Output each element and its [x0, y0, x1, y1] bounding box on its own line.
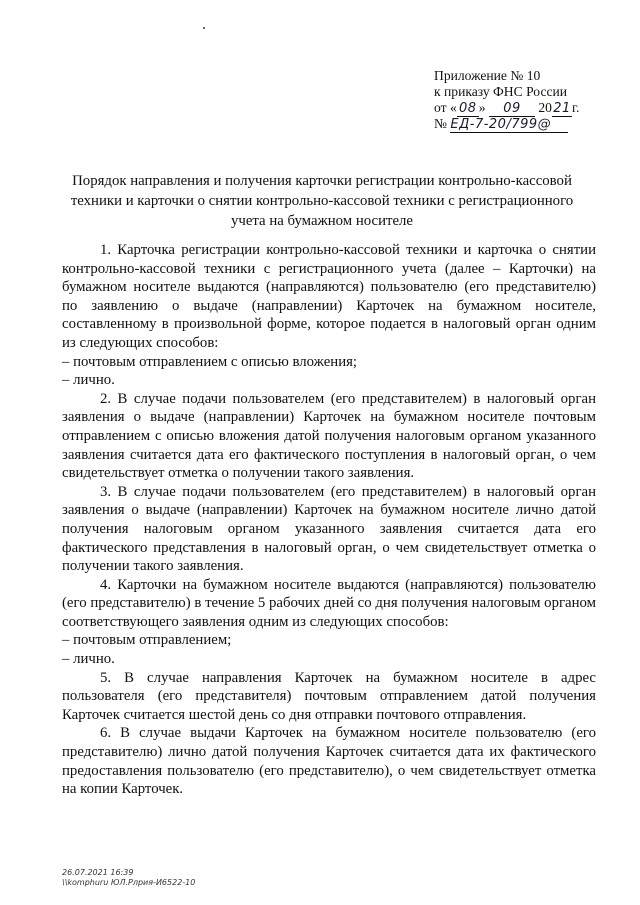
paragraph-3: 3. В случае подачи пользователем (его представителем) в налоговый орган заявления о выдаче (направлении) Карточек на бумажном носителе лично датой получения налоговым органом указанного заявления считается дата его фактического представления в налоговый орган, о чем свидетельствует отметка о получении такого заявления.	[62, 483, 596, 575]
footer-stamp	[62, 868, 195, 888]
list-item-mail: – почтовым отправлением;	[62, 632, 232, 649]
footer-path: \\komphuru ЮЛ.Рлрия-И6522-10	[62, 878, 196, 887]
date-year-prefix: 20	[538, 100, 552, 115]
title-line: Порядок направления и получения карточки регистрации контрольно-кассовой	[72, 173, 572, 189]
date-prefix: от «	[434, 100, 457, 115]
date-day-handwritten: 08	[457, 102, 479, 117]
order-date	[434, 100, 579, 116]
appendix-header	[434, 68, 579, 132]
document-title	[62, 171, 582, 231]
list-item-in-person: – лично.	[62, 372, 115, 389]
date-quote: »	[478, 100, 486, 115]
number-prefix: №	[434, 116, 447, 131]
order-number-handwritten: ЕД-7-20/799@	[450, 118, 568, 133]
order-reference: к приказу ФНС России	[434, 84, 568, 99]
paragraph-4: 4. Карточки на бумажном носителе выдаются (направляются) пользователю (его представителю) в течение 5 рабочих дней со дня получения налоговым органом соответствующего заявления одним из следующих способов:	[62, 576, 596, 630]
paragraph-5: 5. В случае направления Карточек на бумажном носителе в адрес пользователя (его представителя) почтовым отправлением датой получения Карточек считается шестой день со дня отправки почтового отправления.	[62, 669, 596, 723]
appendix-number: Приложение № 10	[434, 68, 541, 83]
paragraph-2: 2. В случае подачи пользователем (его представителем) в налоговый орган заявления о выдаче (направлении) Карточек на бумажном носителе почтовым отправлением с описью вложения датой получения налоговым органом указанного заявления считается дата его фактического поступления в налоговый орган, о чем свидетельствует отметка о получении такого заявления.	[62, 390, 596, 482]
paragraph-6: 6. В случае выдачи Карточек на бумажном носителе пользователю (его представителю) лично датой получения Карточек считается дата их фактического предоставления пользователю (его представителю), о чем свидетельствует отметка на копии Карточек.	[62, 725, 596, 798]
scan-speck	[203, 27, 205, 29]
title-line: техники и карточки о снятии контрольно-кассовой техники с регистрационного	[70, 193, 574, 209]
list-item-mail-inventory: – почтовым отправлением с описью вложения;	[62, 353, 358, 370]
list-item-in-person: – лично.	[62, 651, 115, 668]
order-number	[434, 116, 579, 132]
date-suffix: г.	[571, 100, 580, 115]
footer-timestamp: 26.07.2021 16:39	[62, 868, 134, 877]
paragraph-1: 1. Карточка регистрации контрольно-кассовой техники и карточка о снятии контрольно-кассовой техники с регистрационного учета (далее – Карточки) на бумажном носителе выдаются (направляются) пользователю (его представителю) по заявлению о выдаче (направлении) Карточек на бумажном носителе, составленному в произвольной форме, которое подается в налоговый орган одним из следующих способов:	[62, 242, 596, 351]
date-month-handwritten: 09	[489, 102, 535, 117]
document-body	[62, 241, 596, 799]
date-year-handwritten: 21	[553, 101, 571, 116]
title-line: учета на бумажном носителе	[231, 213, 413, 229]
